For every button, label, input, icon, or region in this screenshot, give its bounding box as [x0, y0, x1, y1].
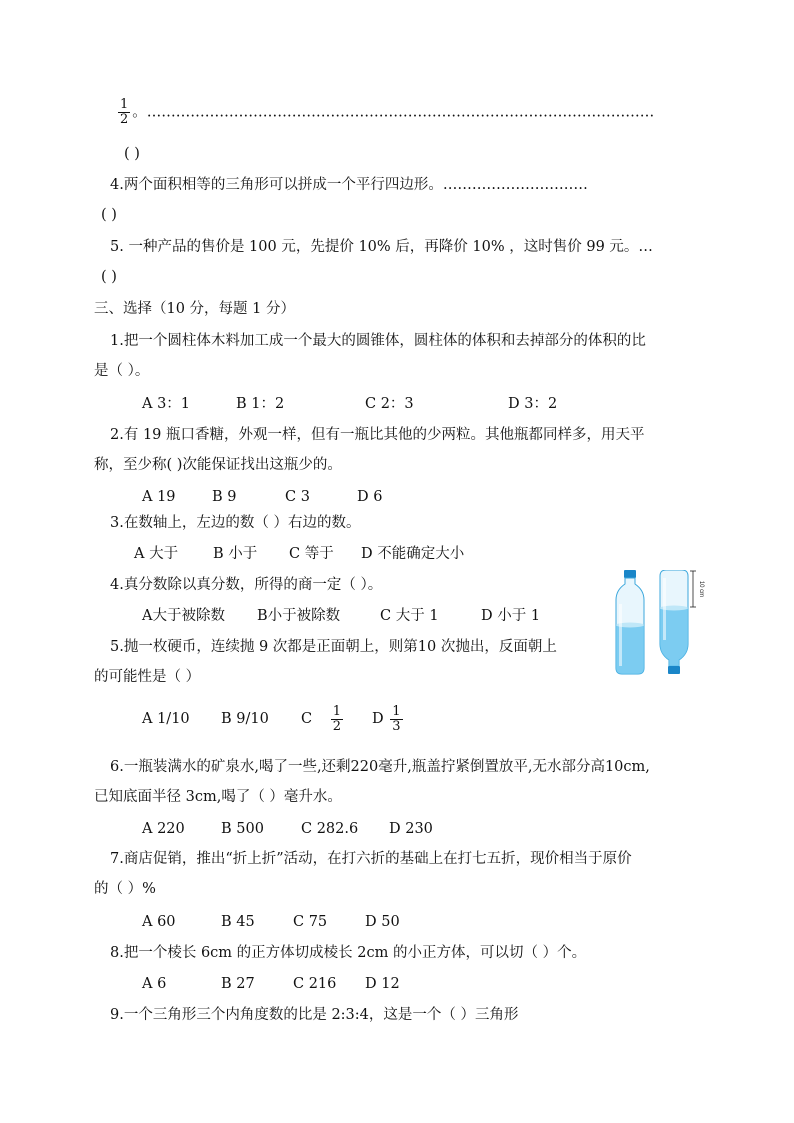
- judge-q5-paren: ( ): [101, 269, 117, 285]
- choice-q2-option-c: C 3: [285, 489, 310, 505]
- height-dimension-marker: [690, 571, 704, 607]
- judge-q4-paren: ( ): [101, 207, 117, 223]
- choice-q4-option-d: D 小于 1: [481, 608, 541, 624]
- choice-q5-stem-cont: 的可能性是（ ）: [94, 669, 201, 685]
- choice-q7-option-c: C 75: [293, 914, 328, 930]
- choice-q8-stem: 8.把一个棱长 6cm 的正方体切成棱长 2cm 的小正方体，可以切（ ）个。: [110, 945, 587, 961]
- choice-q5-stem: 5.抛一枚硬币，连续抛 9 次都是正面朝上，则第10 次抛出，反面朝上: [110, 639, 557, 655]
- choice-q7-stem-cont: 的（ ）%: [94, 881, 156, 897]
- choice-q4-option-a: A大于被除数: [142, 608, 225, 624]
- inverted-bottle: [660, 570, 688, 674]
- choice-q2-option-b: B 9: [212, 489, 237, 505]
- choice-q3-stem: 3.在数轴上，左边的数（ ）右边的数。: [110, 515, 361, 531]
- choice-q7-option-b: B 45: [221, 914, 255, 930]
- choice-q3-option-b: B 小于: [213, 546, 258, 562]
- choice-q6-stem: 6.一瓶装满水的矿泉水,喝了一些,还剩220毫升,瓶盖拧紧倒置放平,无水部分高10cm,: [110, 759, 650, 775]
- water-bottles-figure: [614, 570, 706, 680]
- bottle-cap-icon: [668, 666, 680, 674]
- judge-q3-paren: ( ): [124, 146, 140, 162]
- choice-q3-option-c: C 等于: [289, 546, 334, 562]
- choice-q3-option-a: A 大于: [134, 546, 179, 562]
- choice-q1-option-d: D 3：2: [508, 396, 558, 412]
- choice-q6-option-a: A 220: [142, 821, 185, 837]
- choice-q5-option-b: B 9/10: [221, 711, 269, 727]
- choice-q6-option-c: C 282.6: [301, 821, 359, 837]
- choice-q8-option-d: D 12: [365, 976, 400, 992]
- fraction-one-half-option: $\frac{1}{2}$: [332, 703, 341, 734]
- choice-q3-option-d: D 不能确定大小: [361, 546, 465, 562]
- choice-q2-stem-cont: 称，至少称( )次能保证找出这瓶少的。: [94, 457, 342, 473]
- choice-q6-option-d: D 230: [389, 821, 433, 837]
- choice-q1-stem: 1.把一个圆柱体木料加工成一个最大的圆锥体，圆柱体的体积和去掉部分的体积的比: [110, 333, 646, 349]
- choice-q1-option-c: C 2：3: [365, 396, 414, 412]
- bottle-cap-icon: [624, 570, 636, 578]
- choice-q5-option-c: C $\frac{1}{2}$: [301, 703, 341, 734]
- choice-q4-option-b: B小于被除数: [257, 608, 341, 624]
- fraction-one-third-option: $\frac{1}{3}$: [392, 703, 401, 734]
- section-title: 三、选择（10 分，每题 1 分）: [94, 301, 296, 317]
- choice-q8-option-b: B 27: [221, 976, 255, 992]
- judge-q5-text: 5. 一种产品的售价是 100 元，先提价 10% 后，再降价 10% ，这时售价 99 元。…: [110, 239, 653, 255]
- dimension-label: 10 cm: [698, 580, 704, 598]
- choice-q2-option-d: D 6: [357, 489, 383, 505]
- choice-q2-option-a: A 19: [142, 489, 176, 505]
- choice-q2-stem: 2.有 19 瓶口香糖，外观一样，但有一瓶比其他的少两粒。其他瓶都同样多，用天平: [110, 427, 645, 443]
- fraction-one-half: $\frac{1}{2}$: [120, 97, 129, 127]
- choice-q1-stem-cont: 是（ ）。: [94, 363, 150, 379]
- choice-q4-option-c: C 大于 1: [380, 608, 439, 624]
- choice-q8-option-a: A 6: [142, 976, 167, 992]
- upright-bottle: [616, 570, 644, 674]
- choice-q6-option-b: B 500: [221, 821, 264, 837]
- judge-q3-line: [116, 98, 654, 127]
- judge-q4-text: 4.两个面积相等的三角形可以拼成一个平行四边形。…………………………: [110, 177, 588, 193]
- choice-q1-option-b: B 1：2: [236, 396, 285, 412]
- choice-q7-stem: 7.商店促销，推出“折上折”活动，在打六折的基础上在打七五折，现价相当于原价: [110, 851, 632, 867]
- choice-q7-option-a: A 60: [142, 914, 176, 930]
- choice-q5-option-a: A 1/10: [142, 711, 190, 727]
- choice-q1-option-a: A 3：1: [142, 396, 191, 412]
- choice-q8-option-c: C 216: [293, 976, 337, 992]
- choice-q5-option-d: D $\frac{1}{3}$: [372, 703, 401, 734]
- judge-q3-tail: 。……………………………………………………………………………………………: [132, 104, 655, 121]
- choice-q7-option-d: D 50: [365, 914, 400, 930]
- choice-q9-stem: 9.一个三角形三个内角度数的比是 2:3:4，这是一个（ ）三角形: [110, 1007, 519, 1023]
- choice-q4-stem: 4.真分数除以真分数，所得的商一定（ ）。: [110, 577, 383, 593]
- choice-q6-stem-cont: 已知底面半径 3cm,喝了（ ）毫升水。: [94, 789, 342, 805]
